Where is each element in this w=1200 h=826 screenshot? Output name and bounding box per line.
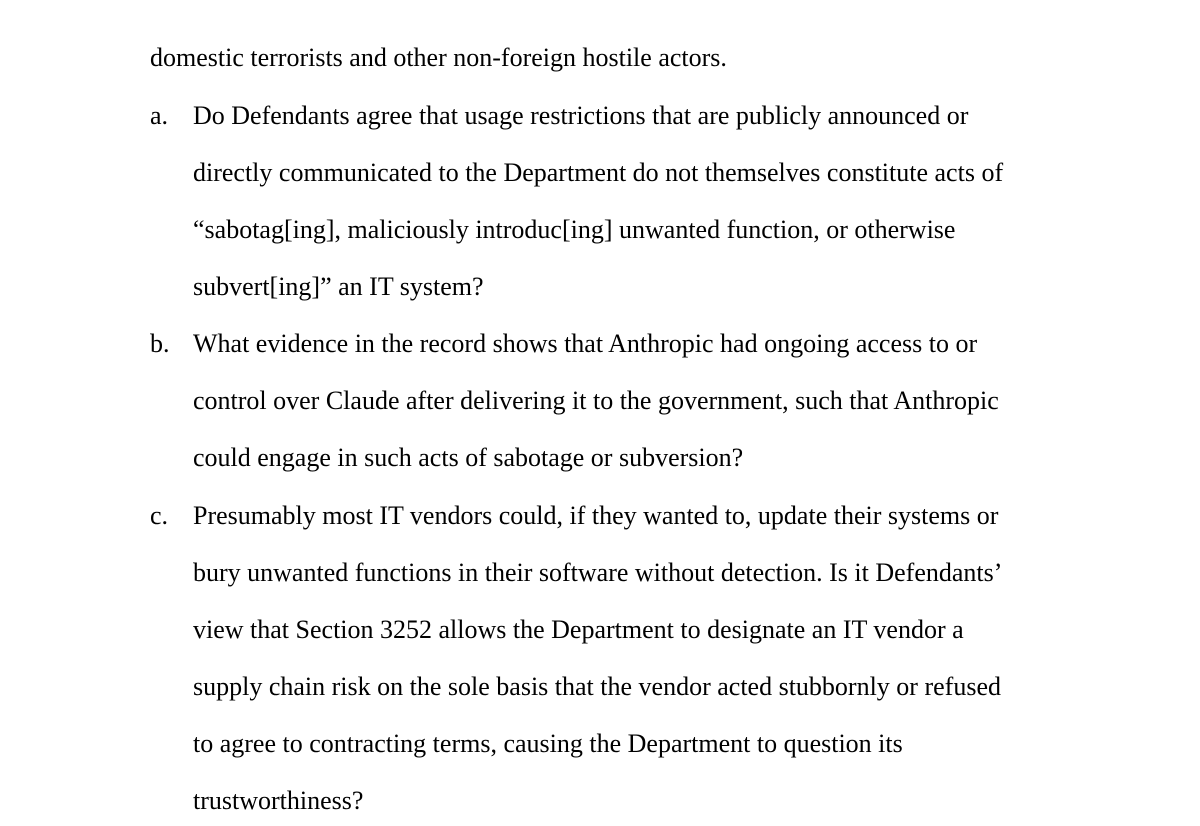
item-text-line: Do Defendants agree that usage restrictions that are publicly announced or <box>193 101 969 130</box>
item-text-line: “sabotag[ing], maliciously introduc[ing] unwanted function, or otherwise <box>193 215 956 244</box>
item-text-line: to agree to contracting terms, causing the Department to question its <box>193 729 903 758</box>
item-marker: c. <box>150 501 169 530</box>
item-text-line: subvert[ing]” an IT system? <box>193 272 484 301</box>
item-text-line: control over Claude after delivering it to the government, such that Anthropic <box>193 386 999 415</box>
item-text-line: trustworthiness? <box>193 786 364 815</box>
item-marker: b. <box>150 329 170 358</box>
intro-line: domestic terrorists and other non-foreign hostile actors. <box>150 43 727 72</box>
item-marker: a. <box>150 101 169 130</box>
item-text-line: What evidence in the record shows that Anthropic had ongoing access to or <box>193 329 978 358</box>
item-text-line: supply chain risk on the sole basis that the vendor acted stubbornly or refused <box>193 672 1001 701</box>
item-text-line: directly communicated to the Department do not themselves constitute acts of <box>193 158 1004 187</box>
item-text-line: view that Section 3252 allows the Department to designate an IT vendor a <box>193 615 964 644</box>
item-text-line: could engage in such acts of sabotage or subversion? <box>193 443 744 472</box>
item-text-line: bury unwanted functions in their software without detection. Is it Defendants’ <box>193 558 1003 587</box>
item-text-line: Presumably most IT vendors could, if they wanted to, update their systems or <box>193 501 999 530</box>
